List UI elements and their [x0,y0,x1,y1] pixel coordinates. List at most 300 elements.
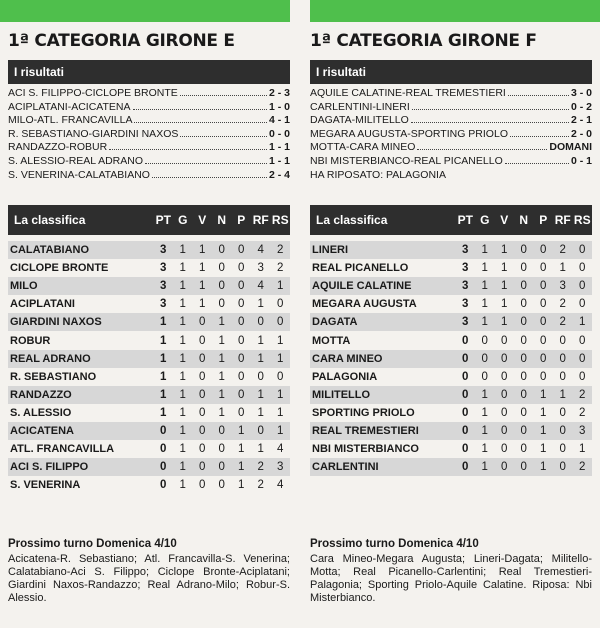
stat-cell: 2 [257,461,264,474]
stat-cell: 1 [559,262,566,275]
stat-cell: 4 [257,280,264,293]
stat-cell: 1 [179,424,186,437]
stat-cell: 1 [179,280,186,293]
results-list [8,87,290,182]
stat-cell: 1 [481,262,488,275]
stat-cell: 3 [462,262,469,275]
stat-cell: 0 [579,262,586,275]
stat-cell: 3 [462,280,469,293]
stat-cell: 1 [481,298,488,311]
stat-cell: 0 [277,316,284,329]
stat-cell: 3 [579,424,586,437]
stat-cell: 0 [481,352,488,365]
stat-cell: 3 [559,280,566,293]
table-row [310,404,592,422]
stat-cell: 0 [160,424,167,437]
stat-cell: 0 [199,461,206,474]
stat-cell: 0 [277,298,284,311]
stat-cell: 0 [160,443,167,456]
stat-cell: 3 [160,298,167,311]
stat-cell: 0 [238,352,245,365]
result-match: S. VENERINA-CALATABIANO [8,168,150,181]
stat-cell: 1 [481,406,488,419]
stat-cell: 0 [501,406,508,419]
stat-cell: 0 [559,424,566,437]
result-row [310,101,592,115]
result-row [8,101,290,115]
table-row [310,277,592,295]
stat-cell: 1 [481,244,488,257]
result-row [8,114,290,128]
table-row [8,241,290,259]
result-score: 0 - 0 [268,127,290,140]
table-row [310,331,592,349]
next-round-title: Prossimo turno Domenica 4/10 [8,538,177,550]
team-name: ROBUR [10,334,51,347]
standings-label: La classifica [14,213,86,227]
stat-cell: 0 [218,479,225,492]
stat-cell: 1 [238,461,245,474]
stat-cell: 0 [199,370,206,383]
team-name: RANDAZZO [10,388,72,401]
result-score: 2 - 3 [268,87,290,99]
stat-cell: 1 [199,244,206,257]
result-match: AQUILE CALATINE-REAL TREMESTIERI [310,87,506,99]
stat-cell: 1 [179,334,186,347]
stat-cell: 1 [481,443,488,456]
standings-header [8,205,290,235]
team-name: ATL. FRANCAVILLA [10,443,115,456]
stat-cell: 1 [277,352,284,365]
stat-cell: 0 [540,352,547,365]
stat-cell: 0 [462,461,469,474]
result-match: R. SEBASTIANO-GIARDINI NAXOS [8,127,179,140]
team-name: ACICATENA [10,424,74,437]
stat-cell: 0 [218,443,225,456]
stat-cell: 0 [199,443,206,456]
table-row [8,386,290,404]
stat-cell: 0 [559,370,566,383]
page-title: 1ª CATEGORIA GIRONE F [310,31,537,51]
stat-cell: 1 [481,388,488,401]
next-round-title: Prossimo turno Domenica 4/10 [310,538,479,550]
dot-leader [180,128,267,137]
stat-cell: 0 [238,388,245,401]
stat-cell: 1 [179,406,186,419]
result-row [8,128,290,142]
stat-cell: 1 [160,352,167,365]
stat-cell: 0 [238,262,245,275]
stat-cell: 0 [462,388,469,401]
stat-cell: 0 [540,244,547,257]
stat-cell: 1 [199,262,206,275]
col-header: RS [271,213,289,227]
stat-cell: 1 [540,406,547,419]
stat-cell: 0 [579,244,586,257]
stat-cell: 1 [257,388,264,401]
table-row [310,440,592,458]
col-header: V [198,213,207,227]
next-round [310,538,592,605]
dot-leader [412,101,569,110]
col-header: RF [554,213,571,227]
stat-cell: 1 [218,406,225,419]
section-accent-bar-left [0,0,290,22]
stat-cell: 1 [179,244,186,257]
next-round-text: Acicatena-R. Sebastiano; Atl. Francavilla-S. Venerina; Calatabiano-Aci S. Filippo; Ciclope Bronte-Aciplatani; Giardini Naxos-Randazzo; Real Adrano-Milo; Robur-S. Alessio. [8,553,290,604]
stat-cell: 0 [559,334,566,347]
table-row [8,458,290,476]
result-score: 1 - 1 [268,154,290,167]
stat-cell: 0 [199,406,206,419]
table-row [8,313,290,331]
team-name: R. SEBASTIANO [10,370,97,383]
stat-cell: 1 [481,461,488,474]
team-name: ACI S. FILIPPO [10,461,89,474]
stat-cell: 4 [277,479,284,492]
results-header: I risultati [310,60,592,84]
stat-cell: 1 [501,298,508,311]
stat-cell: 0 [559,406,566,419]
stat-cell: 1 [218,388,225,401]
result-score: 3 - 0 [570,87,592,99]
stat-cell: 2 [579,388,586,401]
stat-cell: 1 [277,406,284,419]
result-match: ACI S. FILIPPO-CICLOPE BRONTE [8,87,178,99]
girone-f-column [310,28,592,604]
stat-cell: 0 [520,280,527,293]
stat-cell: 0 [540,280,547,293]
col-header: N [217,213,227,227]
result-row [310,169,592,183]
stat-cell: 1 [160,388,167,401]
stat-cell: 0 [520,262,527,275]
stat-cell: 0 [238,244,245,257]
stat-cell: 2 [277,262,284,275]
stat-cell: 2 [559,298,566,311]
stat-cell: 1 [218,334,225,347]
team-name: ACIPLATANI [10,298,75,311]
table-row [8,277,290,295]
col-header: RS [573,213,591,227]
stat-cell: 4 [277,443,284,456]
stat-cell: 1 [160,334,167,347]
stat-cell: 0 [481,334,488,347]
result-score: 2 - 0 [570,127,592,140]
stat-cell: 2 [257,479,264,492]
stat-cell: 0 [462,443,469,456]
stat-cell: 0 [520,443,527,456]
table-row [8,440,290,458]
stat-cell: 1 [257,298,264,311]
result-match: MOTTA-CARA MINEO [310,141,416,154]
col-header: PT [457,213,473,227]
stat-cell: 1 [277,424,284,437]
stat-cell: 0 [520,461,527,474]
team-name: CALATABIANO [10,244,90,257]
stat-cell: 0 [462,424,469,437]
col-header: PT [155,213,171,227]
result-match: MEGARA AUGUSTA-SPORTING PRIOLO [310,127,508,140]
results-list [310,87,592,182]
stat-cell: 0 [540,334,547,347]
stat-cell: 1 [179,388,186,401]
stat-cell: 1 [179,461,186,474]
stat-cell: 1 [238,443,245,456]
stat-cell: 0 [501,352,508,365]
team-name: MILITELLO [312,388,371,401]
result-row [8,87,290,101]
stat-cell: 0 [520,424,527,437]
col-header: P [237,213,246,227]
stat-cell: 0 [238,406,245,419]
table-row [310,368,592,386]
stat-cell: 1 [179,443,186,456]
stat-cell: 1 [218,370,225,383]
table-row [310,313,592,331]
stat-cell: 0 [238,370,245,383]
stat-cell: 0 [238,334,245,347]
team-name: LINERI [312,244,349,257]
stat-cell: 2 [277,244,284,257]
stat-cell: 0 [218,424,225,437]
stat-cell: 0 [462,352,469,365]
stat-cell: 0 [257,424,264,437]
stat-cell: 1 [160,370,167,383]
stat-cell: 1 [501,244,508,257]
stat-cell: 1 [160,316,167,329]
result-row [310,128,592,142]
stat-cell: 1 [257,334,264,347]
result-row [310,141,592,155]
stat-cell: 0 [520,316,527,329]
stat-cell: 2 [579,461,586,474]
stat-cell: 3 [277,461,284,474]
result-score: 4 - 1 [268,114,290,127]
stat-cell: 0 [540,298,547,311]
stat-cell: 3 [160,280,167,293]
stat-cell: 0 [579,370,586,383]
stat-cell: 0 [481,370,488,383]
stat-cell: 1 [559,388,566,401]
stat-cell: 1 [277,388,284,401]
stat-cell: 1 [501,316,508,329]
stat-cell: 0 [540,370,547,383]
result-match: ACIPLATANI-ACICATENA [8,100,131,113]
stat-cell: 2 [579,406,586,419]
stat-cell: 1 [277,280,284,293]
result-score: 0 - 1 [570,154,592,167]
stat-cell: 1 [238,424,245,437]
stat-cell: 3 [462,244,469,257]
stat-cell: 0 [199,352,206,365]
stat-cell: 0 [520,388,527,401]
next-round-text: Cara Mineo-Megara Augusta; Lineri-Dagata; Militello-Motta; Real Picanello-Carlentini; Real Tremestieri-Palagonia; Sporting Priolo-Aquile Calatine. Riposa: Nbi Misterbianco. [310,553,592,604]
table-row [8,476,290,494]
stat-cell: 0 [199,424,206,437]
stat-cell: 2 [559,244,566,257]
team-name: REAL TREMESTIERI [312,424,419,437]
team-name: S. VENERINA [10,479,81,492]
stat-cell: 1 [218,352,225,365]
team-name: CARLENTINI [312,461,379,474]
stat-cell: 0 [501,334,508,347]
stat-cell: 0 [501,424,508,437]
stat-cell: 1 [199,280,206,293]
stat-cell: 0 [501,443,508,456]
dot-leader [145,155,267,164]
table-row [8,422,290,440]
stat-cell: 1 [199,298,206,311]
result-score: 2 - 1 [570,114,592,127]
stat-cell: 0 [559,352,566,365]
stat-cell: 0 [501,461,508,474]
stat-cell: 0 [238,316,245,329]
stat-cell: 0 [199,479,206,492]
stat-cell: 0 [160,479,167,492]
stat-cell: 0 [218,280,225,293]
stat-cell: 3 [462,298,469,311]
team-name: SPORTING PRIOLO [312,406,415,419]
stat-cell: 3 [160,244,167,257]
stat-cell: 1 [179,298,186,311]
stat-cell: 1 [257,352,264,365]
team-name: MILO [10,280,38,293]
stat-cell: 0 [462,334,469,347]
stat-cell: 1 [481,316,488,329]
col-header: N [519,213,529,227]
team-name: DAGATA [312,316,358,329]
table-row [310,295,592,313]
stat-cell: 0 [520,406,527,419]
stat-cell: 1 [238,479,245,492]
stat-cell: 1 [481,424,488,437]
table-row [310,259,592,277]
stat-cell: 0 [218,262,225,275]
stat-cell: 1 [579,443,586,456]
table-row [8,350,290,368]
stat-cell: 0 [462,370,469,383]
team-name: GIARDINI NAXOS [10,316,102,329]
col-header: G [178,213,188,227]
stat-cell: 0 [238,298,245,311]
standings-table [310,241,592,476]
standings-table [8,241,290,494]
dot-leader [510,128,569,137]
stat-cell: 1 [179,316,186,329]
table-row [8,259,290,277]
stat-cell: 1 [501,262,508,275]
result-match: NBI MISTERBIANCO-REAL PICANELLO [310,154,503,167]
stat-cell: 1 [540,424,547,437]
stat-cell: 0 [218,244,225,257]
stat-cell: 0 [199,388,206,401]
team-name: PALAGONIA [312,370,378,383]
stat-cell: 0 [238,280,245,293]
stat-cell: 0 [257,370,264,383]
stat-cell: 4 [257,244,264,257]
stat-cell: 0 [501,370,508,383]
stat-cell: 0 [540,316,547,329]
table-row [8,331,290,349]
stat-cell: 1 [540,443,547,456]
stat-cell: 1 [277,334,284,347]
stat-cell: 0 [540,262,547,275]
result-score: 0 - 2 [570,100,592,113]
result-match: S. ALESSIO-REAL ADRANO [8,154,143,167]
dot-leader [152,169,267,178]
team-name: CICLOPE BRONTE [10,262,109,275]
stat-cell: 1 [179,262,186,275]
stat-cell: 0 [579,280,586,293]
team-name: REAL PICANELLO [312,262,409,275]
stat-cell: 2 [559,316,566,329]
stat-cell: 1 [540,461,547,474]
result-match: DAGATA-MILITELLO [310,114,409,127]
col-header: G [480,213,490,227]
team-name: NBI MISTERBIANCO [312,443,419,456]
stat-cell: 0 [520,298,527,311]
col-header: RF [252,213,269,227]
table-row [8,404,290,422]
table-row [310,350,592,368]
stat-cell: 0 [520,352,527,365]
team-name: CARA MINEO [312,352,383,365]
stat-cell: 0 [559,461,566,474]
stat-cell: 0 [579,334,586,347]
girone-e-column [8,28,290,604]
dot-leader [411,114,569,123]
stat-cell: 3 [160,262,167,275]
table-row [310,386,592,404]
team-name: MEGARA AUGUSTA [312,298,417,311]
dot-leader [417,141,547,150]
result-match: MILO-ATL. FRANCAVILLA [8,114,133,127]
result-match: CARLENTINI-LINERI [310,100,410,113]
stat-cell: 0 [199,316,206,329]
team-name: MOTTA [312,334,351,347]
table-row [8,295,290,313]
table-row [310,422,592,440]
next-round [8,538,290,605]
stat-cell: 0 [277,370,284,383]
stat-cell: 1 [579,316,586,329]
result-score: 1 - 1 [268,141,290,154]
team-name: S. ALESSIO [10,406,72,419]
stat-cell: 0 [462,406,469,419]
stat-cell: 0 [520,244,527,257]
result-row [8,155,290,169]
stat-cell: 0 [160,461,167,474]
standings-header [310,205,592,235]
stat-cell: 1 [160,406,167,419]
dot-leader [134,114,267,123]
result-score: 1 - 0 [268,100,290,113]
col-header: V [500,213,509,227]
stat-cell: 1 [501,280,508,293]
dot-leader [133,101,267,110]
stat-cell: 0 [257,316,264,329]
standings-label: La classifica [316,213,388,227]
stat-cell: 3 [257,262,264,275]
result-score: DOMANI [549,141,592,154]
table-row [310,458,592,476]
stat-cell: 0 [579,298,586,311]
result-row [310,87,592,101]
result-row [310,155,592,169]
dot-leader [180,87,267,96]
stat-cell: 1 [481,280,488,293]
